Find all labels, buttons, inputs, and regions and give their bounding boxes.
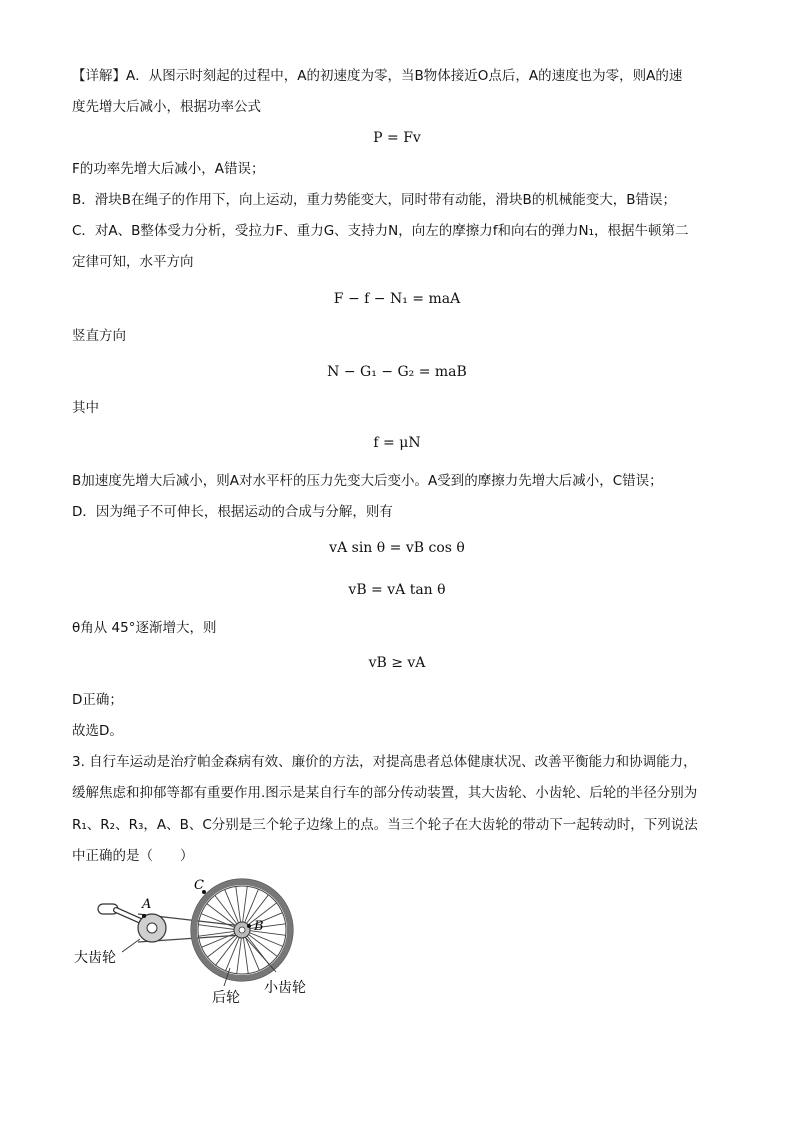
text-line: 其中 <box>72 400 99 416</box>
leader-small-gear <box>246 938 276 972</box>
equation-horizontal: F − f − N₁ = maA <box>333 291 461 307</box>
text-line: C．对A、B整体受力分析，受拉力F、重力G、支持力N，向左的摩擦力f和向右的弹力N₁，根据牛顿第二 <box>72 223 689 239</box>
leader-big-gear <box>122 939 140 952</box>
question-text: 缓解焦虑和抑郁等都有重要作用.图示是某自行车的部分传动装置，其大齿轮、小齿轮、后轮的半径分别为 <box>72 785 698 801</box>
spoke <box>202 932 240 948</box>
spoke <box>242 886 247 927</box>
equation-friction: f = μN <box>373 435 421 451</box>
text-line: 【详解】A．从图示时刻起的过程中，A的初速度为零，当B物体接近O点后，A的速度也为零，则A的速 <box>72 68 683 84</box>
label-a: A <box>142 897 152 912</box>
spoke <box>245 924 286 929</box>
text-line: D．因为绳子不可伸长，根据运动的合成与分解，则有 <box>72 504 393 520</box>
equation-power: P = Fv <box>373 130 421 146</box>
text-line: B．滑块B在绳子的作用下，向上运动，重力势能变大，同时带有动能，滑块B的机械能变大，B错误； <box>72 192 677 208</box>
question-text: R₁、R₂、R₃，A、B、C分别是三个轮子边缘上的点。当三个轮子在大齿轮的带动下一起转动时，下列说法 <box>72 817 698 833</box>
equation-velocity-3: vB ≥ vA <box>368 655 426 671</box>
bicycle-transmission-figure <box>72 868 332 1018</box>
spoke <box>236 886 241 927</box>
big-gear-hub <box>147 923 157 933</box>
equation-velocity-2: vB = vA tan θ <box>348 582 446 598</box>
equation-velocity-1: vA sin θ = vB cos θ <box>329 540 465 556</box>
label-big-gear: 大齿轮 <box>74 950 116 966</box>
text-line: θ角从 45°逐渐增大，则 <box>72 620 217 636</box>
text-line: B加速度先增大后减小，则A对水平杆的压力先变大后变小。A受到的摩擦力先增大后减小，C错误； <box>72 473 663 489</box>
text-line: F的功率先增大后减小，A错误； <box>72 161 265 177</box>
spoke <box>225 890 241 928</box>
spoke <box>245 930 286 935</box>
label-c: C <box>194 878 204 893</box>
spoke <box>216 933 241 966</box>
text-line: 定律可知，水平方向 <box>72 254 194 270</box>
label-small-gear: 小齿轮 <box>264 980 306 996</box>
spoke <box>226 933 242 971</box>
point-b <box>247 924 251 928</box>
label-b: B <box>254 919 264 934</box>
spoke <box>237 933 242 974</box>
text-line: 故选D。 <box>72 723 123 739</box>
spoke <box>207 904 240 929</box>
label-rear-wheel: 后轮 <box>212 990 240 1006</box>
text-line: 度先增大后减小，根据功率公式 <box>72 99 261 115</box>
text-line: D正确； <box>72 692 123 708</box>
equation-vertical: N − G₁ − G₂ = maB <box>327 364 467 380</box>
text-line: 竖直方向 <box>72 328 126 344</box>
spoke <box>245 932 278 957</box>
spoke <box>245 931 283 947</box>
question-text: 3. 自行车运动是治疗帕金森病有效、廉价的方法，对提高患者总体健康状况、改善平衡能力和协调能力， <box>72 754 697 770</box>
point-a <box>142 914 146 918</box>
question-text: 中正确的是（ ） <box>72 848 194 864</box>
